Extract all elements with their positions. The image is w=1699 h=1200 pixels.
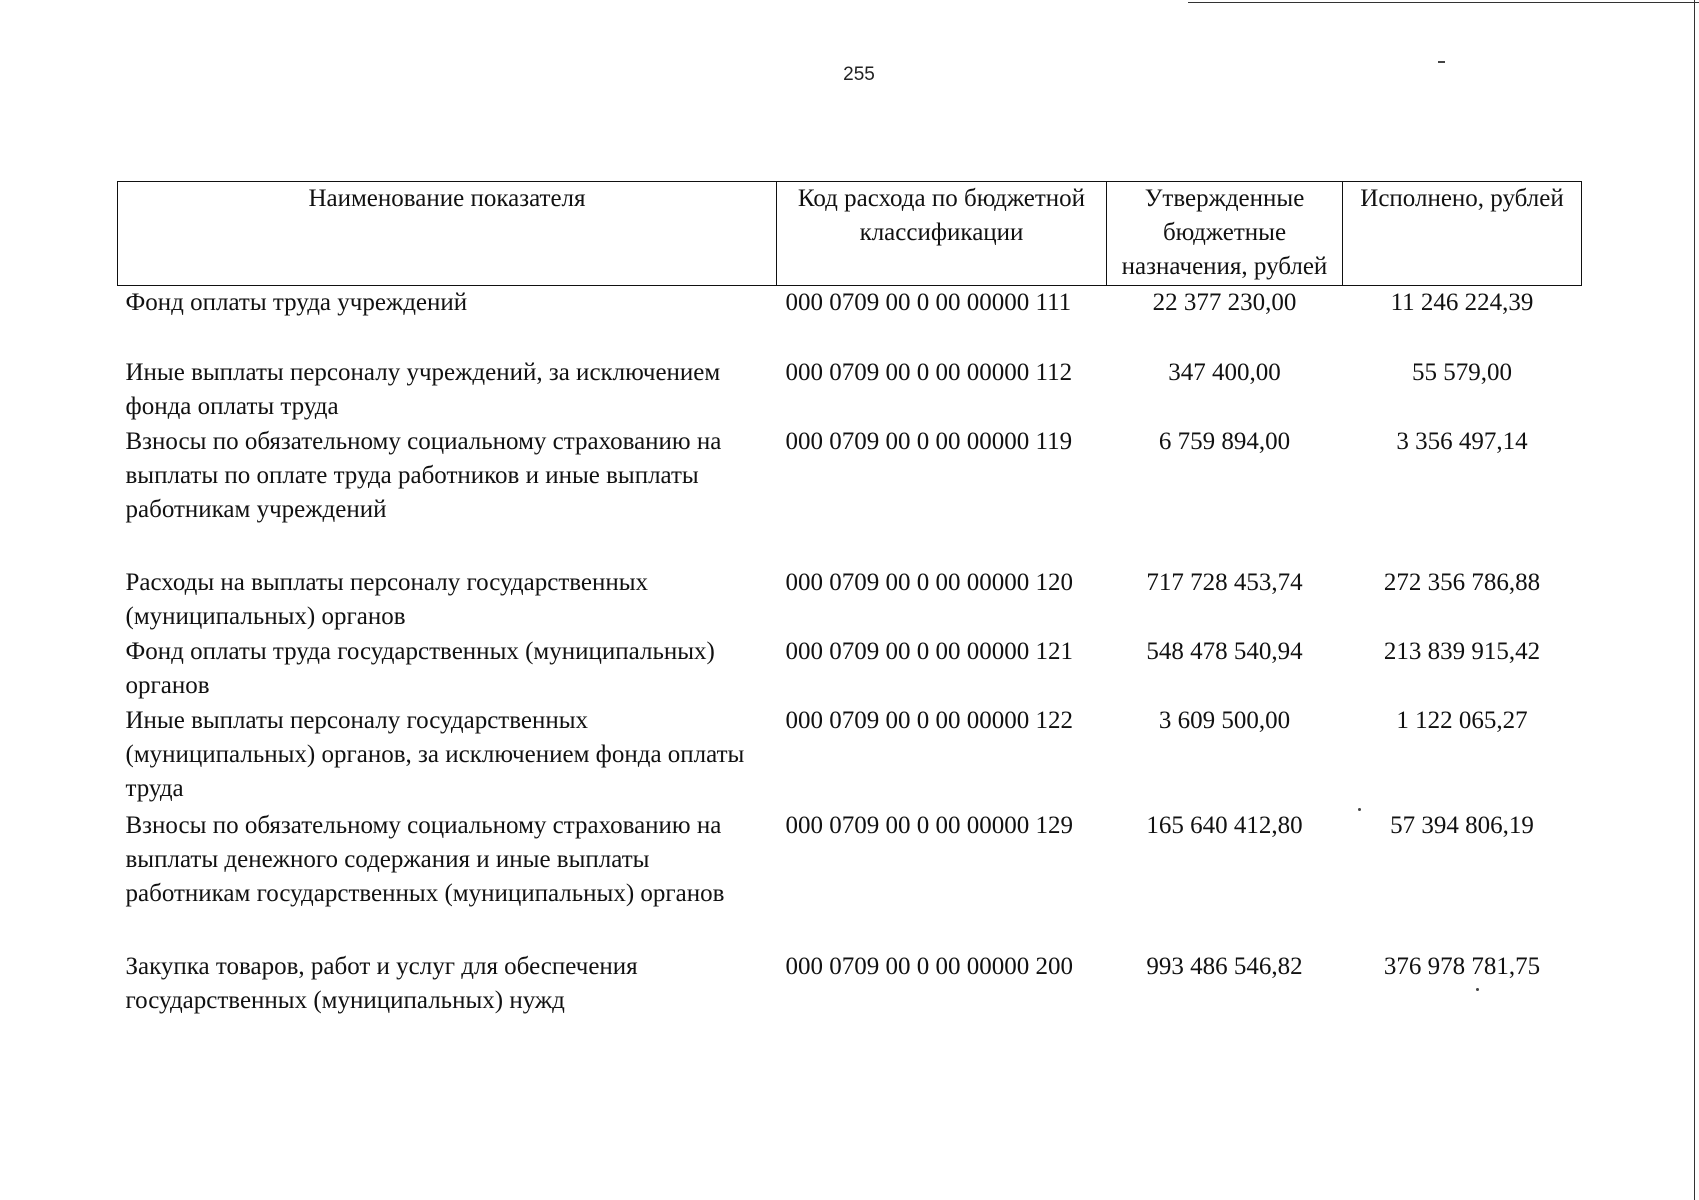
table-row xyxy=(118,425,1582,566)
row-code: 000 0709 00 0 00 00000 129 xyxy=(785,811,1073,839)
row-name: Взносы по обязательному социальному страхованию на выплаты денежного содержания и иные выплаты работникам государственных (муниципальных) органов xyxy=(125,811,725,907)
table-row xyxy=(118,950,1582,1020)
row-executed: 272 356 786,88 xyxy=(1383,568,1541,596)
row-name: Иные выплаты персоналу учреждений, за исключением фонда оплаты труда xyxy=(125,358,721,420)
row-executed: 57 394 806,19 xyxy=(1390,811,1534,839)
table-row xyxy=(118,566,1582,635)
row-code: 000 0709 00 0 00 00000 200 xyxy=(785,952,1073,980)
table-row xyxy=(118,704,1582,809)
row-executed: 1 122 065,27 xyxy=(1396,706,1528,734)
page-number: 255 xyxy=(843,64,875,85)
row-code: 000 0709 00 0 00 00000 119 xyxy=(785,427,1073,455)
table-row xyxy=(118,635,1582,704)
row-executed: 55 579,00 xyxy=(1412,358,1512,386)
row-code: 000 0709 00 0 00 00000 121 xyxy=(785,637,1073,665)
row-code: 000 0709 00 0 00 00000 120 xyxy=(785,568,1073,596)
row-name: Закупка товаров, работ и услуг для обеспечения государственных (муниципальных) нужд xyxy=(125,952,638,1014)
scan-top-edge-line xyxy=(1188,2,1699,3)
row-executed: 376 978 781,75 xyxy=(1383,952,1541,980)
row-code: 000 0709 00 0 00 00000 111 xyxy=(785,289,1072,316)
row-approved: 993 486 546,82 xyxy=(1146,952,1303,980)
row-name: Взносы по обязательному социальному страхованию на выплаты по оплате труда работников и иные выплаты работникам учреждений xyxy=(125,427,722,523)
budget-execution-table xyxy=(117,181,1582,1020)
row-approved: 347 400,00 xyxy=(1168,358,1281,386)
row-approved: 717 728 453,74 xyxy=(1146,568,1303,596)
row-name: Иные выплаты персоналу государственных (муниципальных) органов, за исключением фонда оплаты труда xyxy=(125,706,745,802)
header-approved-appropriations: Утвержденные бюджетные назначения, рублей xyxy=(1107,182,1343,286)
table-row xyxy=(118,286,1582,356)
row-name: Расходы на выплаты персоналу государственных (муниципальных) органов xyxy=(125,568,649,630)
header-indicator-name: Наименование показателя xyxy=(118,182,777,286)
row-executed: 213 839 915,42 xyxy=(1383,637,1541,665)
table-row xyxy=(118,809,1582,950)
row-code: 000 0709 00 0 00 00000 122 xyxy=(785,706,1073,734)
row-executed: 3 356 497,14 xyxy=(1396,427,1528,455)
row-name: Фонд оплаты труда государственных (муниципальных) органов xyxy=(125,637,715,699)
table-header-row xyxy=(118,182,1582,286)
row-approved: 3 609 500,00 xyxy=(1158,706,1291,734)
row-approved: 165 640 412,80 xyxy=(1146,811,1303,839)
row-executed: 11 246 224,39 xyxy=(1390,289,1534,316)
header-executed-amount: Исполнено, рублей xyxy=(1343,182,1582,286)
row-code: 000 0709 00 0 00 00000 112 xyxy=(785,358,1073,386)
header-classification-code: Код расхода по бюджетной классификации xyxy=(777,182,1107,286)
row-approved: 548 478 540,94 xyxy=(1146,637,1303,665)
row-approved: 6 759 894,00 xyxy=(1158,427,1291,455)
scan-right-edge-line xyxy=(1694,0,1695,1200)
row-name: Фонд оплаты труда учреждений xyxy=(125,289,468,316)
row-approved: 22 377 230,00 xyxy=(1152,289,1297,316)
scan-speck xyxy=(1438,61,1445,63)
table-row xyxy=(118,356,1582,425)
